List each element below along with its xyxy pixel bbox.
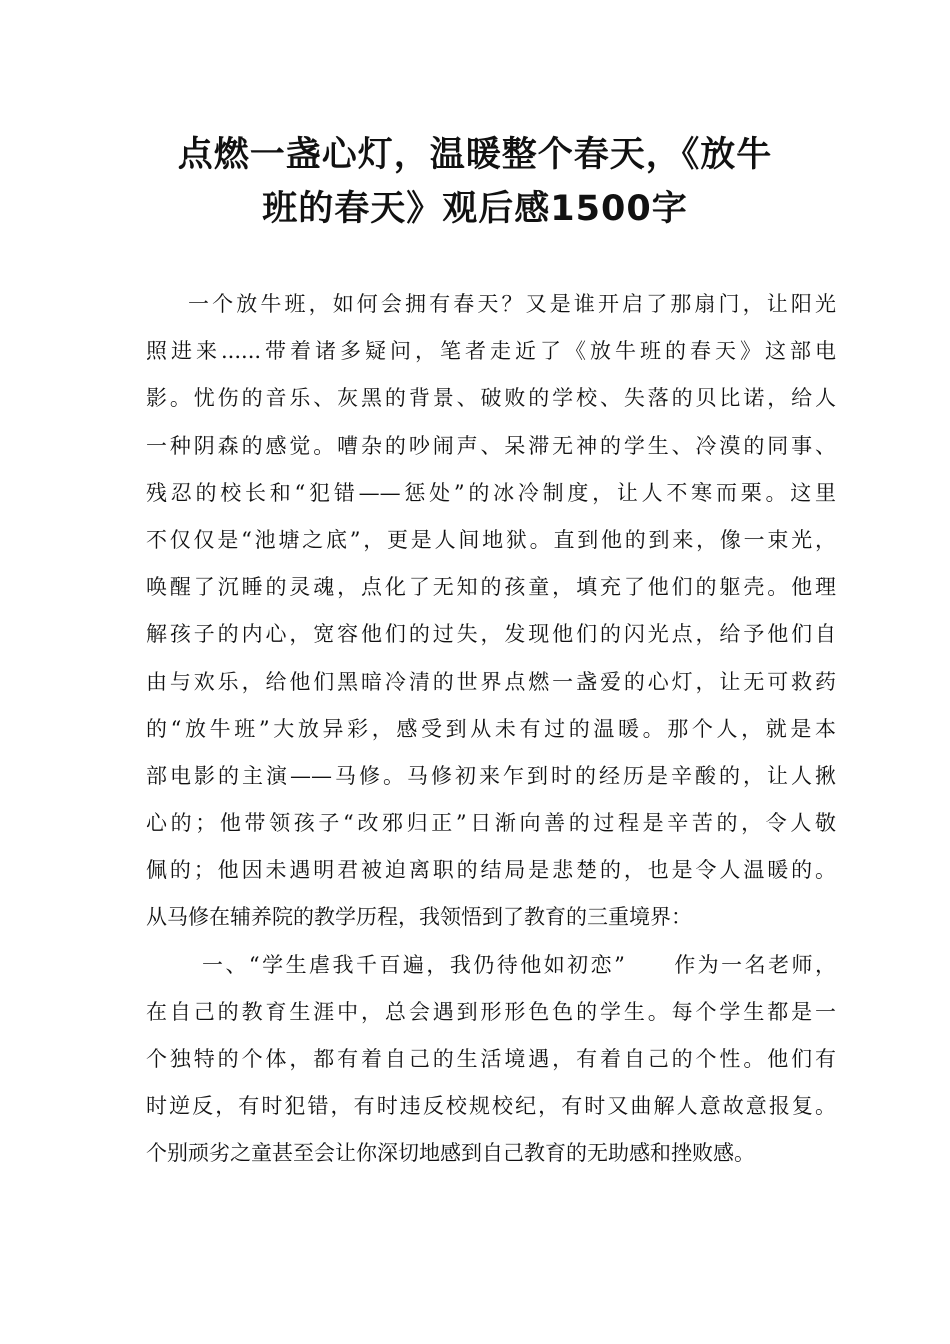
- paragraph-1: [146, 281, 836, 942]
- text-line: 在自己的教育生涯中，总会遇到形形色色的学生。每个学生都是一: [146, 999, 836, 1024]
- text-line: 不仅仅是“池塘之底”，更是人间地狱。直到他的到来，像一束光，: [146, 527, 836, 552]
- text-line: 佩的；他因未遇明君被迫离职的结局是悲楚的，也是令人温暖的。: [146, 858, 836, 883]
- text-line: 照进来......带着诸多疑问，笔者走近了《放牛班的春天》这部电: [146, 339, 836, 364]
- text-line: 影。忧伤的音乐、灰黑的背景、破败的学校、失落的贝比诺，给人: [146, 386, 836, 411]
- text-line: 心的；他带领孩子“改邪归正”日渐向善的过程是辛苦的，令人敬: [146, 811, 836, 836]
- text-line: 一个放牛班，如何会拥有春天？又是谁开启了那扇门，让阳光: [188, 292, 836, 316]
- text-line: 个独特的个体，都有着自己的生活境遇，有着自己的个性。他们有: [146, 1047, 836, 1071]
- text-line: 一种阴森的感觉。嘈杂的吵闹声、呆滞无神的学生、冷漠的同事、: [146, 433, 836, 458]
- title-line: 点燃一盏心灯，温暖整个春天，《放牛: [177, 135, 773, 175]
- paragraph-2: [146, 942, 836, 1178]
- text-line: 时逆反，有时犯错，有时违反校规校纪，有时又曲解人意故意报复。: [146, 1094, 836, 1119]
- text-line: 唤醒了沉睡的灵魂，点化了无知的孩童，填充了他们的躯壳。他理: [146, 575, 836, 600]
- text-line: 的“放牛班”大放异彩，感受到从未有过的温暖。那个人，就是本: [146, 716, 836, 741]
- text-line: 残忍的校长和“犯错——惩处”的冰冷制度，让人不寒而栗。这里: [146, 480, 836, 505]
- text-line: 从马修在辅养院的教学历程，我领悟到了教育的三重境界：: [146, 905, 692, 930]
- text-line: 一、“学生虐我千百遍，我仍待他如初恋” 作为一名老师，: [202, 952, 836, 977]
- text-line: 解孩子的内心，宽容他们的过失，发现他们的闪光点，给予他们自: [146, 622, 836, 647]
- page-title: [100, 128, 850, 236]
- text-line: 部电影的主演——马修。马修初来乍到时的经历是辛酸的，让人揪: [146, 763, 836, 788]
- text-line: 个别顽劣之童甚至会让你深切地感到自己教育的无助感和挫败感。: [146, 1141, 755, 1166]
- text-line: 由与欢乐，给他们黑暗冷清的世界点燃一盏爱的心灯，让无可救药: [146, 669, 836, 694]
- document-body: [146, 281, 836, 1178]
- title-line: 班的春天》观后感1500字: [262, 189, 688, 229]
